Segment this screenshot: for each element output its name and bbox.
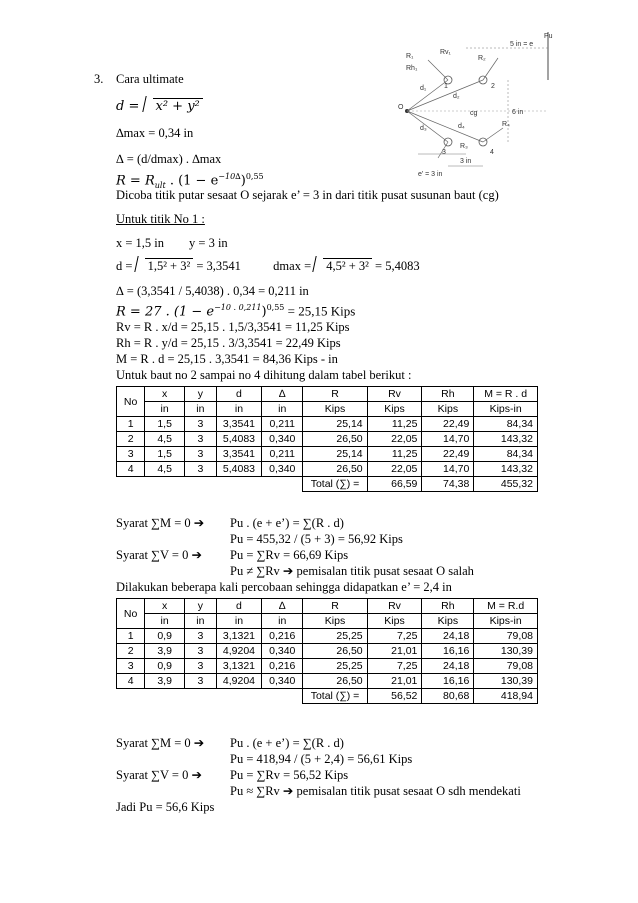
formula-d-lhs: d = (116, 99, 140, 114)
table-cell: 0,211 (262, 417, 303, 432)
table-cell: 1 (117, 417, 145, 432)
table1-unit: in (184, 402, 216, 417)
table2-unit: in (262, 614, 303, 629)
point1-r-row (116, 303, 355, 319)
table-cell: 79,08 (474, 659, 538, 674)
table-cell: 4,5 (145, 462, 185, 477)
table-cell: 0,9 (145, 659, 185, 674)
table-cell: 25,25 (303, 629, 367, 644)
check1-sm-label: Syarat ∑M = 0 ➔ (116, 516, 205, 530)
table1-header-no: No (117, 387, 145, 417)
table-row (117, 644, 538, 659)
table-cell: 25,14 (303, 447, 367, 462)
table-cell: 4 (117, 462, 145, 477)
formula-delta-max: ∆max = 0,34 in (116, 126, 194, 140)
table-cell: 24,18 (422, 629, 474, 644)
fig-label-3in: 3 in (460, 158, 472, 165)
table-cell: 22,05 (367, 432, 422, 447)
fig-label-pu: Pu (544, 33, 553, 40)
fig-label-n3: 3 (442, 149, 446, 156)
table2-header-r: R (303, 599, 367, 614)
point1-dmax-rhs: = 5,4083 (375, 259, 420, 273)
point1-rv: Rv = R . x/d = 25,15 . 1,5/3,3541 = 11,25 Kips (116, 320, 350, 334)
table-cell: 3,9 (145, 644, 185, 659)
table-cell: 0,340 (262, 674, 303, 689)
table-cell: 2 (117, 432, 145, 447)
table2-header-m: M = R.d (474, 599, 538, 614)
table-cell: 0,216 (262, 659, 303, 674)
table-row (117, 432, 538, 447)
point1-d-row (116, 258, 420, 274)
fig-label-r4: R₄ (502, 121, 510, 128)
point1-r-c: = 25,15 Kips (284, 303, 356, 319)
table-cell: 0,340 (262, 644, 303, 659)
formula-r-lhs: R = R (116, 173, 155, 189)
table2-header-y: y (184, 599, 216, 614)
check2-conclusion: Jadi Pu = 56,6 Kips (116, 800, 215, 814)
table1-unit: Kips-in (474, 402, 538, 417)
table-cell: 11,25 (367, 417, 422, 432)
table1-header-rv: Rv (367, 387, 422, 402)
check2-sv-eq1: Pu = ∑Rv = 56,52 Kips (230, 768, 349, 782)
fig-label-n1: 1 (444, 83, 448, 90)
table1-header-y: y (184, 387, 216, 402)
table-row (117, 462, 538, 477)
formula-r-exp: −10∆ (218, 172, 241, 181)
check1-retry: Dilakukan beberapa kali percobaan sehingga didapatkan e’ = 2,4 in (116, 580, 452, 594)
check2-sv-eq2: Pu ≈ ∑Rv ➔ pemisalan titik pusat sesaat O sdh mendekati (230, 784, 521, 798)
table1-total-rh: 74,38 (422, 477, 474, 492)
table-cell: 14,70 (422, 432, 474, 447)
table-cell: 7,25 (367, 659, 422, 674)
table1-header-d: d (216, 387, 261, 402)
table-row (117, 659, 538, 674)
table-cell: 0,340 (262, 462, 303, 477)
point1-d-rhs: = 3,3541 (196, 259, 241, 273)
table-cell: 3,3541 (216, 447, 261, 462)
fig-label-o: O (398, 104, 404, 111)
check1-sv-eq1: Pu = ∑Rv = 66,69 Kips (230, 548, 349, 562)
table-cell: 1 (117, 629, 145, 644)
point1-heading: Untuk titik No 1 : (116, 212, 205, 226)
point1-delta: ∆ = (3,3541 / 5,4038) . 0,34 = 0,211 in (116, 284, 309, 298)
check1-sv-label: Syarat ∑V = 0 ➔ (116, 548, 202, 562)
table2-header-rh: Rh (422, 599, 474, 614)
table2-unit: Kips (422, 614, 474, 629)
fig-label-r2: R₂ (478, 55, 486, 62)
table-cell: 26,50 (303, 644, 367, 659)
fig-label-n4: 4 (490, 149, 494, 156)
table-cell: 5,4083 (216, 432, 261, 447)
table2-total-label: Total (∑) = (303, 689, 367, 704)
section-title: Cara ultimate (116, 72, 184, 86)
table-cell: 25,14 (303, 417, 367, 432)
fig-label-d4: d₄ (458, 123, 465, 130)
table-cell: 3 (184, 417, 216, 432)
fig-label-6in: 6 in (512, 109, 524, 116)
point1-dmax-lhs: dmax = (273, 259, 312, 273)
table-cell: 3 (117, 659, 145, 674)
table-cell: 24,18 (422, 659, 474, 674)
table2-header-rv: Rv (367, 599, 422, 614)
table2-unit: in (216, 614, 261, 629)
table-cell: 84,34 (474, 447, 538, 462)
table-cell: 130,39 (474, 644, 538, 659)
fig-label-e: 5 in = e (510, 41, 534, 48)
point1-m: M = R . d = 25,15 . 3,3541 = 84,36 Kips - in (116, 352, 338, 366)
fig-label-cg: cg (470, 110, 478, 117)
table-cell: 3 (184, 659, 216, 674)
table-cell: 143,32 (474, 462, 538, 477)
table-cell: 0,211 (262, 447, 303, 462)
table-cell: 3 (117, 447, 145, 462)
point1-d-radicand: 1,5² + 3² (145, 258, 194, 274)
table1-header-m: M = R . d (474, 387, 538, 402)
point1-r-b: ) (261, 304, 267, 320)
table-cell: 79,08 (474, 629, 538, 644)
table-cell: 1,5 (145, 417, 185, 432)
table-row (117, 447, 538, 462)
point1-rh: Rh = R . y/d = 25,15 . 3/3,3541 = 22,49 Kips (116, 336, 341, 350)
point1-d-lhs: d = (116, 259, 133, 273)
table1-total-rv: 66,59 (367, 477, 422, 492)
table1-unit: in (145, 402, 185, 417)
table-cell: 3 (184, 674, 216, 689)
check1-sm-eq1: Pu . (e + e’) = ∑(R . d) (230, 516, 344, 530)
table1-unit: in (216, 402, 261, 417)
check2-sm-eq2: Pu = 418,94 / (5 + 2,4) = 56,61 Kips (230, 752, 413, 766)
formula-delta-def: ∆ = (d/dmax) . ∆max (116, 152, 222, 166)
table-cell: 0,9 (145, 629, 185, 644)
table-cell: 26,50 (303, 462, 367, 477)
table-cell: 7,25 (367, 629, 422, 644)
table2-unit: in (145, 614, 185, 629)
section-number: 3. (94, 72, 104, 86)
table2-header-d: d (216, 599, 261, 614)
table-cell: 22,05 (367, 462, 422, 477)
formula-r-rest: . (1 − e (169, 173, 219, 189)
check1-sv-eq2: Pu ≠ ∑Rv ➔ pemisalan titik pusat sesaat O salah (230, 564, 474, 578)
table-cell: 21,01 (367, 644, 422, 659)
fig-label-d2: d₂ (453, 93, 460, 100)
table-cell: 1,5 (145, 447, 185, 462)
table-row (117, 629, 538, 644)
point1-dmax-radicand: 4,5² + 3² (323, 258, 372, 274)
table2-total-rv: 56,52 (367, 689, 422, 704)
table-cell: 4,9204 (216, 644, 261, 659)
table-cell: 26,50 (303, 674, 367, 689)
table-cell: 22,49 (422, 417, 474, 432)
table-cell: 130,39 (474, 674, 538, 689)
table-cell: 3 (184, 447, 216, 462)
table2-unit: Kips (367, 614, 422, 629)
fig-label-n2: 2 (491, 83, 495, 90)
table1-unit: Kips (422, 402, 474, 417)
formula-r-end: ) (240, 173, 246, 189)
table1-total-label: Total (∑) = (303, 477, 367, 492)
table-cell: 22,49 (422, 447, 474, 462)
formula-r-sub: ult (154, 180, 166, 190)
intro-text: Dicoba titik putar sesaat O sejarak e’ = 3 in dari titik pusat susunan baut (cg) (116, 188, 499, 202)
table-2 (116, 598, 538, 704)
table-cell: 25,25 (303, 659, 367, 674)
point1-r-a: R = 27 . (1 − e (116, 304, 215, 320)
fig-label-rv1: Rv₁ (440, 49, 451, 56)
table-cell: 4,9204 (216, 674, 261, 689)
table-cell: 3,1321 (216, 659, 261, 674)
check2-sv-label: Syarat ∑V = 0 ➔ (116, 768, 202, 782)
table-cell: 143,32 (474, 432, 538, 447)
table-cell: 84,34 (474, 417, 538, 432)
bolt-group-figure (398, 30, 558, 180)
table2-header-delta: ∆ (262, 599, 303, 614)
table-cell: 26,50 (303, 432, 367, 447)
formula-r-exp2: 0,55 (245, 172, 264, 181)
fig-label-rh1: Rh₁ (406, 65, 418, 72)
formula-d-radicand: x² + y² (153, 98, 203, 114)
table1-unit: Kips (367, 402, 422, 417)
table-cell: 3,1321 (216, 629, 261, 644)
point1-table-intro: Untuk baut no 2 sampai no 4 dihitung dalam tabel berikut : (116, 368, 412, 382)
point1-r-exp: −10 . 0,211 (214, 303, 262, 312)
fig-label-r1: R₁ (406, 53, 414, 60)
table2-header-no: No (117, 599, 145, 629)
table-cell: 3,9 (145, 674, 185, 689)
table-row (117, 417, 538, 432)
table1-header-rh: Rh (422, 387, 474, 402)
table-cell: 5,4083 (216, 462, 261, 477)
formula-d (116, 98, 203, 114)
point1-r-exp2: 0,55 (266, 303, 285, 312)
table-cell: 3 (184, 462, 216, 477)
table2-header-x: x (145, 599, 185, 614)
fig-label-eprime: e’ = 3 in (418, 171, 443, 178)
table-cell: 0,340 (262, 432, 303, 447)
table-cell: 3 (184, 644, 216, 659)
table-cell: 16,16 (422, 674, 474, 689)
table1-header-x: x (145, 387, 185, 402)
check2-sm-eq1: Pu . (e + e’) = ∑(R . d) (230, 736, 344, 750)
table1-total-m: 455,32 (474, 477, 538, 492)
table-cell: 4 (117, 674, 145, 689)
table1-header-r: R (303, 387, 367, 402)
table-cell: 3,3541 (216, 417, 261, 432)
table2-total-rh: 80,68 (422, 689, 474, 704)
table-cell: 11,25 (367, 447, 422, 462)
table-row (117, 674, 538, 689)
fig-label-r3: R₃ (460, 143, 468, 150)
table2-unit: Kips-in (474, 614, 538, 629)
point1-xy: x = 1,5 in y = 3 in (116, 236, 228, 250)
fig-label-d1: d₁ (420, 85, 427, 92)
table1-header-delta: ∆ (262, 387, 303, 402)
table-1 (116, 386, 538, 492)
check2-sm-label: Syarat ∑M = 0 ➔ (116, 736, 205, 750)
table2-unit: Kips (303, 614, 367, 629)
table-cell: 0,216 (262, 629, 303, 644)
table2-unit: in (184, 614, 216, 629)
table-cell: 14,70 (422, 462, 474, 477)
table2-total-m: 418,94 (474, 689, 538, 704)
table-cell: 3 (184, 629, 216, 644)
table-cell: 3 (184, 432, 216, 447)
table-cell: 21,01 (367, 674, 422, 689)
table1-unit: in (262, 402, 303, 417)
table-cell: 4,5 (145, 432, 185, 447)
table-cell: 16,16 (422, 644, 474, 659)
check1-sm-eq2: Pu = 455,32 / (5 + 3) = 56,92 Kips (230, 532, 403, 546)
table1-unit: Kips (303, 402, 367, 417)
table-cell: 2 (117, 644, 145, 659)
fig-label-d3: d₃ (420, 125, 427, 132)
